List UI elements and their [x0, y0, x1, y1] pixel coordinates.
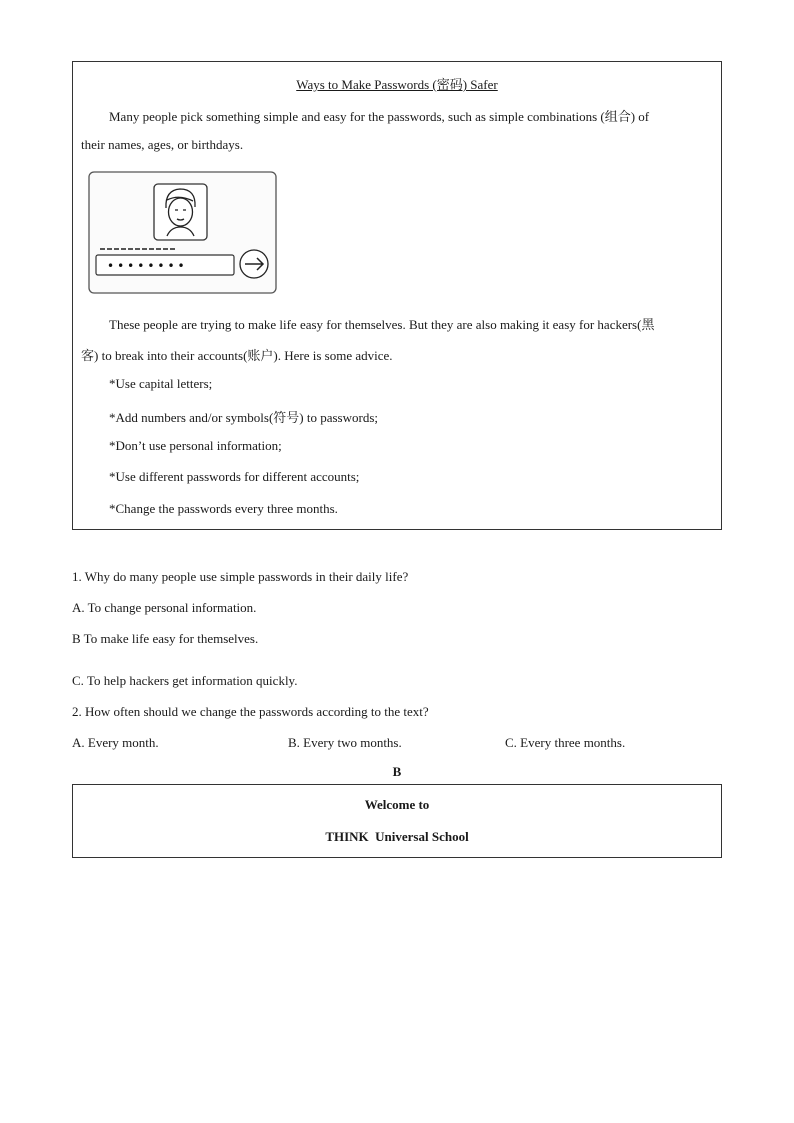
section-b-title-line-2: THINK Universal School	[325, 829, 469, 844]
advice-item: *Use capital letters;	[109, 376, 213, 391]
advice-item: *Add numbers and/or symbols(符号) to passwords;	[109, 410, 379, 425]
password-dots: ••••••••	[107, 259, 188, 273]
question-2-option-b: B. Every two months.	[288, 735, 402, 750]
paragraph-1-line-1: Many people pick something simple and easy for the passwords, such as simple combinations (组合) of	[109, 109, 650, 124]
question-2-option-a: A. Every month.	[72, 735, 159, 750]
question-2-stem: 2. How often should we change the passwords according to the text?	[72, 704, 429, 719]
section-b-box	[72, 784, 722, 858]
paragraph-1-line-2: their names, ages, or birthdays.	[81, 137, 244, 152]
section-b-label: B	[392, 764, 402, 779]
question-1-option-a: A. To change personal information.	[72, 600, 257, 615]
question-1-option-b: B To make life easy for themselves.	[72, 631, 259, 646]
paragraph-2-line-2: 客) to break into their accounts(账户). Here is some advice.	[81, 348, 393, 363]
question-1-stem: 1. Why do many people use simple passwords in their daily life?	[72, 569, 409, 584]
question-1-option-c: C. To help hackers get information quickly.	[72, 673, 298, 688]
advice-item: *Don’t use personal information;	[109, 438, 282, 453]
section-b-title-line-1: Welcome to	[364, 797, 430, 812]
login-illustration	[87, 170, 279, 296]
paragraph-2-line-1: These people are trying to make life easy for themselves. But they are also making it easy for hackers(黑	[109, 317, 655, 332]
question-2-option-c: C. Every three months.	[505, 735, 626, 750]
advice-item: *Use different passwords for different accounts;	[109, 469, 360, 484]
advice-item: *Change the passwords every three months.	[109, 501, 338, 516]
passage-title: Ways to Make Passwords (密码) Safer	[296, 77, 498, 92]
